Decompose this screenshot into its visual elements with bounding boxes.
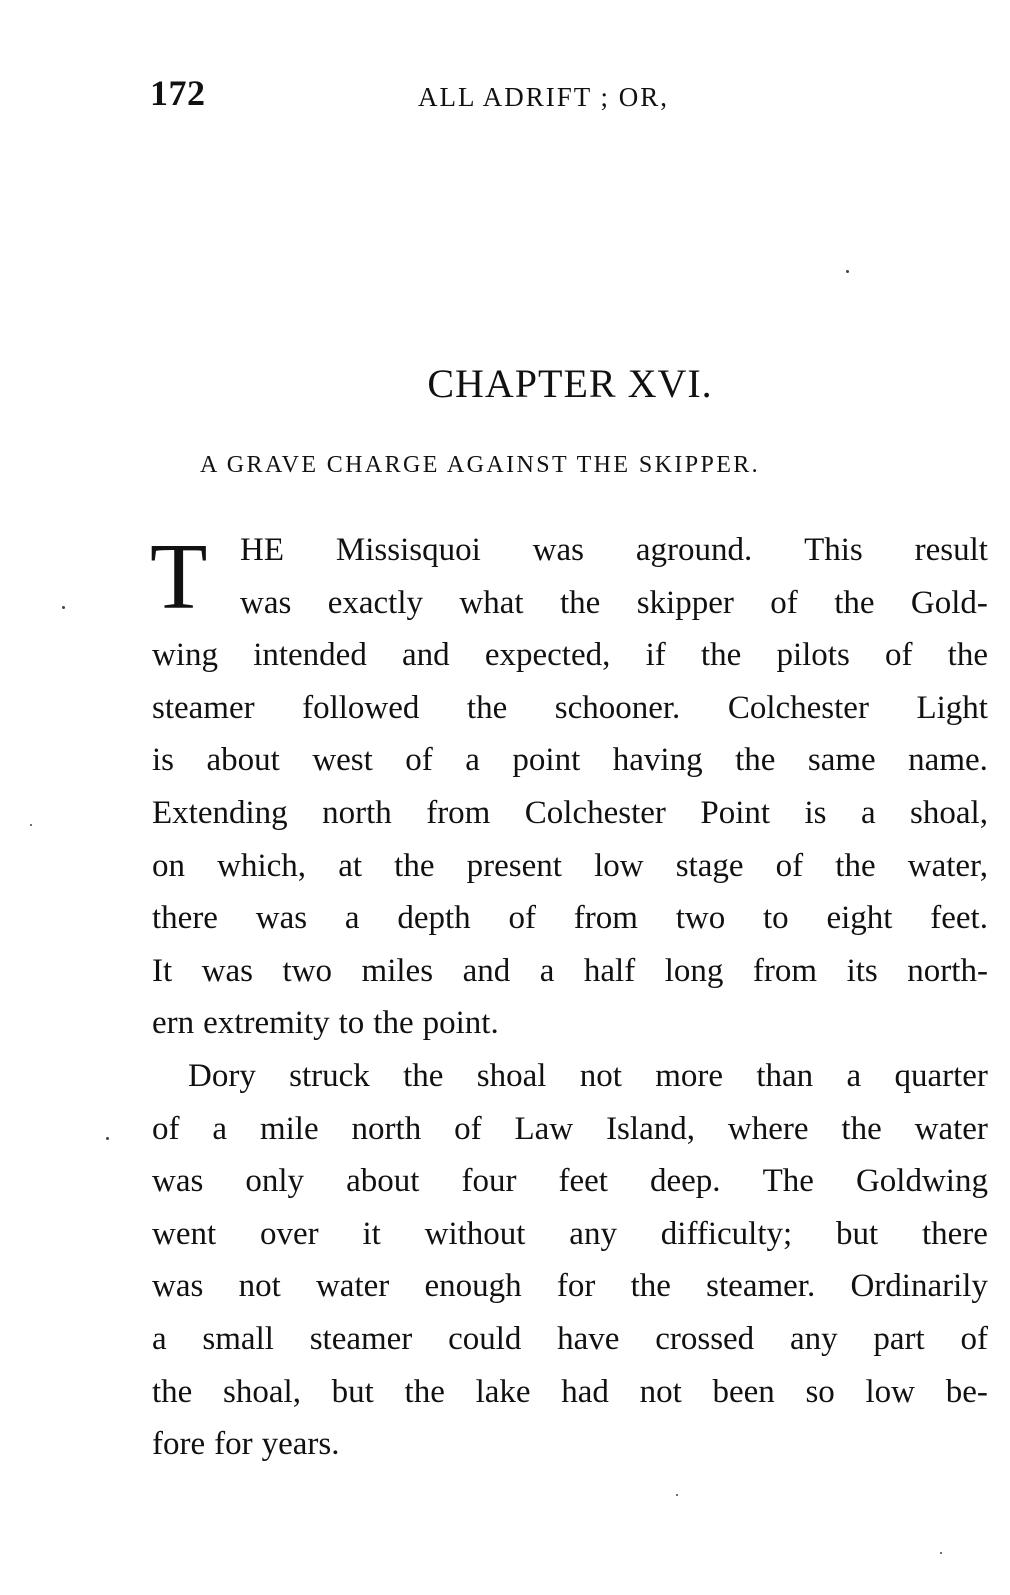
word: result <box>914 532 988 568</box>
word: low <box>594 847 644 884</box>
word: north <box>351 1110 422 1147</box>
word: which, <box>217 847 307 884</box>
word: the <box>947 637 988 674</box>
word: was <box>255 900 308 937</box>
word: Point <box>700 794 771 831</box>
word: and <box>402 637 450 674</box>
word: of <box>775 847 804 884</box>
text-line <box>152 577 988 630</box>
word: two <box>282 952 333 989</box>
word: lake <box>475 1373 531 1410</box>
word: point. <box>422 1005 499 1042</box>
word: steamer <box>152 689 255 726</box>
word: enough <box>424 1268 522 1305</box>
word: the <box>152 1373 193 1410</box>
running-title: ALL ADRIFT ; OR, <box>418 82 670 112</box>
word: a <box>152 1320 167 1357</box>
word: mile <box>259 1110 319 1147</box>
word: ern <box>152 1005 195 1042</box>
word: water <box>315 1268 390 1305</box>
word: steamer. <box>706 1268 816 1305</box>
word: the <box>841 1110 882 1147</box>
word: schooner. <box>554 689 681 726</box>
word: name. <box>908 742 988 779</box>
word: steamer <box>309 1320 413 1357</box>
text-line <box>152 734 988 787</box>
word: west <box>312 742 373 779</box>
word: miles <box>361 952 434 989</box>
word: over <box>259 1215 319 1252</box>
paper-speck <box>30 824 32 826</box>
word: Missisquoi <box>335 532 481 568</box>
word: feet <box>558 1163 608 1200</box>
text-line <box>152 840 988 893</box>
word: Island, <box>606 1110 695 1147</box>
paper-speck <box>846 270 849 273</box>
word: from <box>573 900 638 937</box>
paragraph-1 <box>152 524 988 1050</box>
text-line <box>152 629 988 682</box>
word: shoal, <box>223 1373 301 1410</box>
word: without <box>424 1215 526 1252</box>
word: any <box>789 1320 838 1357</box>
word: not <box>238 1268 281 1305</box>
word: It <box>152 952 173 989</box>
word: it <box>362 1215 381 1252</box>
word: low <box>865 1373 916 1410</box>
text-line <box>152 997 988 1050</box>
word: of <box>454 1110 482 1147</box>
word: any <box>569 1215 617 1252</box>
word: the <box>835 847 876 884</box>
word: Colchester <box>524 794 666 831</box>
word: Law <box>514 1110 574 1147</box>
word: difficulty; <box>660 1215 793 1252</box>
word: of <box>960 1320 988 1357</box>
word: from <box>426 794 491 831</box>
word: point <box>512 742 581 779</box>
word: skipper <box>636 584 734 621</box>
word: Dory <box>188 1057 256 1094</box>
chapter-subtitle: A GRAVE CHARGE AGAINST THE SKIPPER. <box>200 452 761 478</box>
text-line <box>152 1260 988 1313</box>
word: and <box>462 952 511 989</box>
chapter-title: CHAPTER XVI. <box>427 361 713 406</box>
word: a <box>212 1110 228 1147</box>
word: quarter <box>894 1057 988 1094</box>
word: was <box>152 1268 204 1305</box>
word: the <box>700 637 742 674</box>
word: for <box>556 1268 596 1305</box>
word: crossed <box>655 1320 755 1357</box>
text-line <box>152 1155 988 1208</box>
word: eight <box>826 900 893 937</box>
word: about <box>206 742 280 779</box>
word: from <box>752 952 818 989</box>
word: exactly <box>327 584 424 621</box>
word: of <box>884 637 913 674</box>
word: expected, <box>484 637 611 674</box>
word: two <box>675 900 726 937</box>
word: was <box>201 952 254 989</box>
text-line <box>152 1208 988 1261</box>
word: water, <box>907 847 988 884</box>
word: a <box>539 952 555 989</box>
word: more <box>655 1057 724 1094</box>
word: a <box>465 742 480 779</box>
word: went <box>152 1215 217 1252</box>
word: Extending <box>152 794 288 831</box>
text-line <box>152 1418 988 1471</box>
word: the <box>404 1373 445 1410</box>
word: is <box>152 742 175 779</box>
word: stage <box>675 847 744 884</box>
running-head <box>150 72 986 122</box>
word: fore <box>152 1426 206 1463</box>
word: extremity <box>203 1005 330 1042</box>
word: but <box>835 1215 879 1252</box>
word: shoal, <box>910 794 988 831</box>
text-line <box>152 1050 988 1103</box>
word: the <box>394 847 435 884</box>
body-text <box>152 524 988 1471</box>
word: on <box>152 847 185 884</box>
word: to <box>763 900 789 937</box>
word: the <box>466 689 508 726</box>
word: part <box>873 1320 925 1357</box>
paper-speck <box>676 1494 678 1496</box>
text-line <box>152 1313 988 1366</box>
word: than <box>756 1057 814 1094</box>
word: HE <box>240 532 284 568</box>
word: at <box>338 847 363 884</box>
word: was <box>152 1163 204 1200</box>
text-line <box>152 1366 988 1419</box>
word: its <box>846 952 878 989</box>
word: wing <box>152 637 218 674</box>
text-line <box>152 892 988 945</box>
word: Colchester <box>727 689 869 726</box>
word: the <box>403 1057 444 1094</box>
paper-speck <box>62 606 65 609</box>
word: the <box>630 1268 671 1305</box>
word: been <box>712 1373 775 1410</box>
page-number: 172 <box>150 73 206 113</box>
word: water <box>914 1110 988 1147</box>
paper-speck <box>940 1552 942 1554</box>
paragraph-2 <box>152 1050 988 1471</box>
word: could <box>448 1320 522 1357</box>
word: of <box>770 584 798 621</box>
word: of <box>508 900 536 937</box>
word: Goldwing <box>855 1163 988 1200</box>
word: the <box>834 584 875 621</box>
word: north <box>322 794 392 831</box>
word: was <box>240 584 292 621</box>
word: about <box>346 1163 420 1200</box>
word: north- <box>907 952 988 989</box>
word: what <box>459 584 524 621</box>
word: depth <box>397 900 471 937</box>
word: The <box>762 1163 814 1200</box>
word: four <box>461 1163 517 1200</box>
word: but <box>331 1373 374 1410</box>
word: was <box>532 532 584 568</box>
text-line <box>152 524 988 577</box>
word: of <box>405 742 433 779</box>
word: if <box>645 637 666 674</box>
word: of <box>152 1110 180 1147</box>
word: had <box>561 1373 609 1410</box>
word: small <box>202 1320 274 1357</box>
word: where <box>727 1110 809 1147</box>
word: intended <box>253 637 367 674</box>
word: shoal <box>476 1057 547 1094</box>
word: a <box>344 900 360 937</box>
word: same <box>807 742 876 779</box>
word: be- <box>945 1373 988 1410</box>
word: followed <box>302 689 420 726</box>
word: feet. <box>930 900 988 937</box>
word: a <box>846 1057 862 1094</box>
word: there <box>152 900 218 937</box>
text-line <box>152 1103 988 1156</box>
text-line <box>152 787 988 840</box>
word: so <box>805 1373 835 1410</box>
drop-cap: T <box>150 525 208 629</box>
word: not <box>639 1373 682 1410</box>
word: deep. <box>650 1163 721 1200</box>
word: This <box>804 532 863 568</box>
word: years. <box>261 1426 340 1463</box>
word: the <box>559 584 601 621</box>
word: half <box>583 952 636 989</box>
word: the <box>373 1005 414 1042</box>
word: present <box>466 847 562 884</box>
word: long <box>664 952 724 989</box>
word: the <box>735 742 776 779</box>
word: a <box>860 794 876 831</box>
word: Gold- <box>910 584 988 621</box>
word: to <box>338 1005 365 1042</box>
word: for <box>214 1426 253 1463</box>
word: struck <box>289 1057 370 1094</box>
word: is <box>804 794 827 831</box>
word: pilots <box>776 637 850 674</box>
word: Ordinarily <box>850 1268 988 1305</box>
word: only <box>245 1163 305 1200</box>
word: having <box>612 742 703 779</box>
word: aground. <box>635 532 753 568</box>
paper-speck <box>106 1137 109 1140</box>
word: Light <box>916 689 988 726</box>
text-line <box>152 682 988 735</box>
word: not <box>579 1057 622 1094</box>
word: have <box>557 1320 620 1357</box>
word: there <box>921 1215 988 1252</box>
text-line <box>152 945 988 998</box>
